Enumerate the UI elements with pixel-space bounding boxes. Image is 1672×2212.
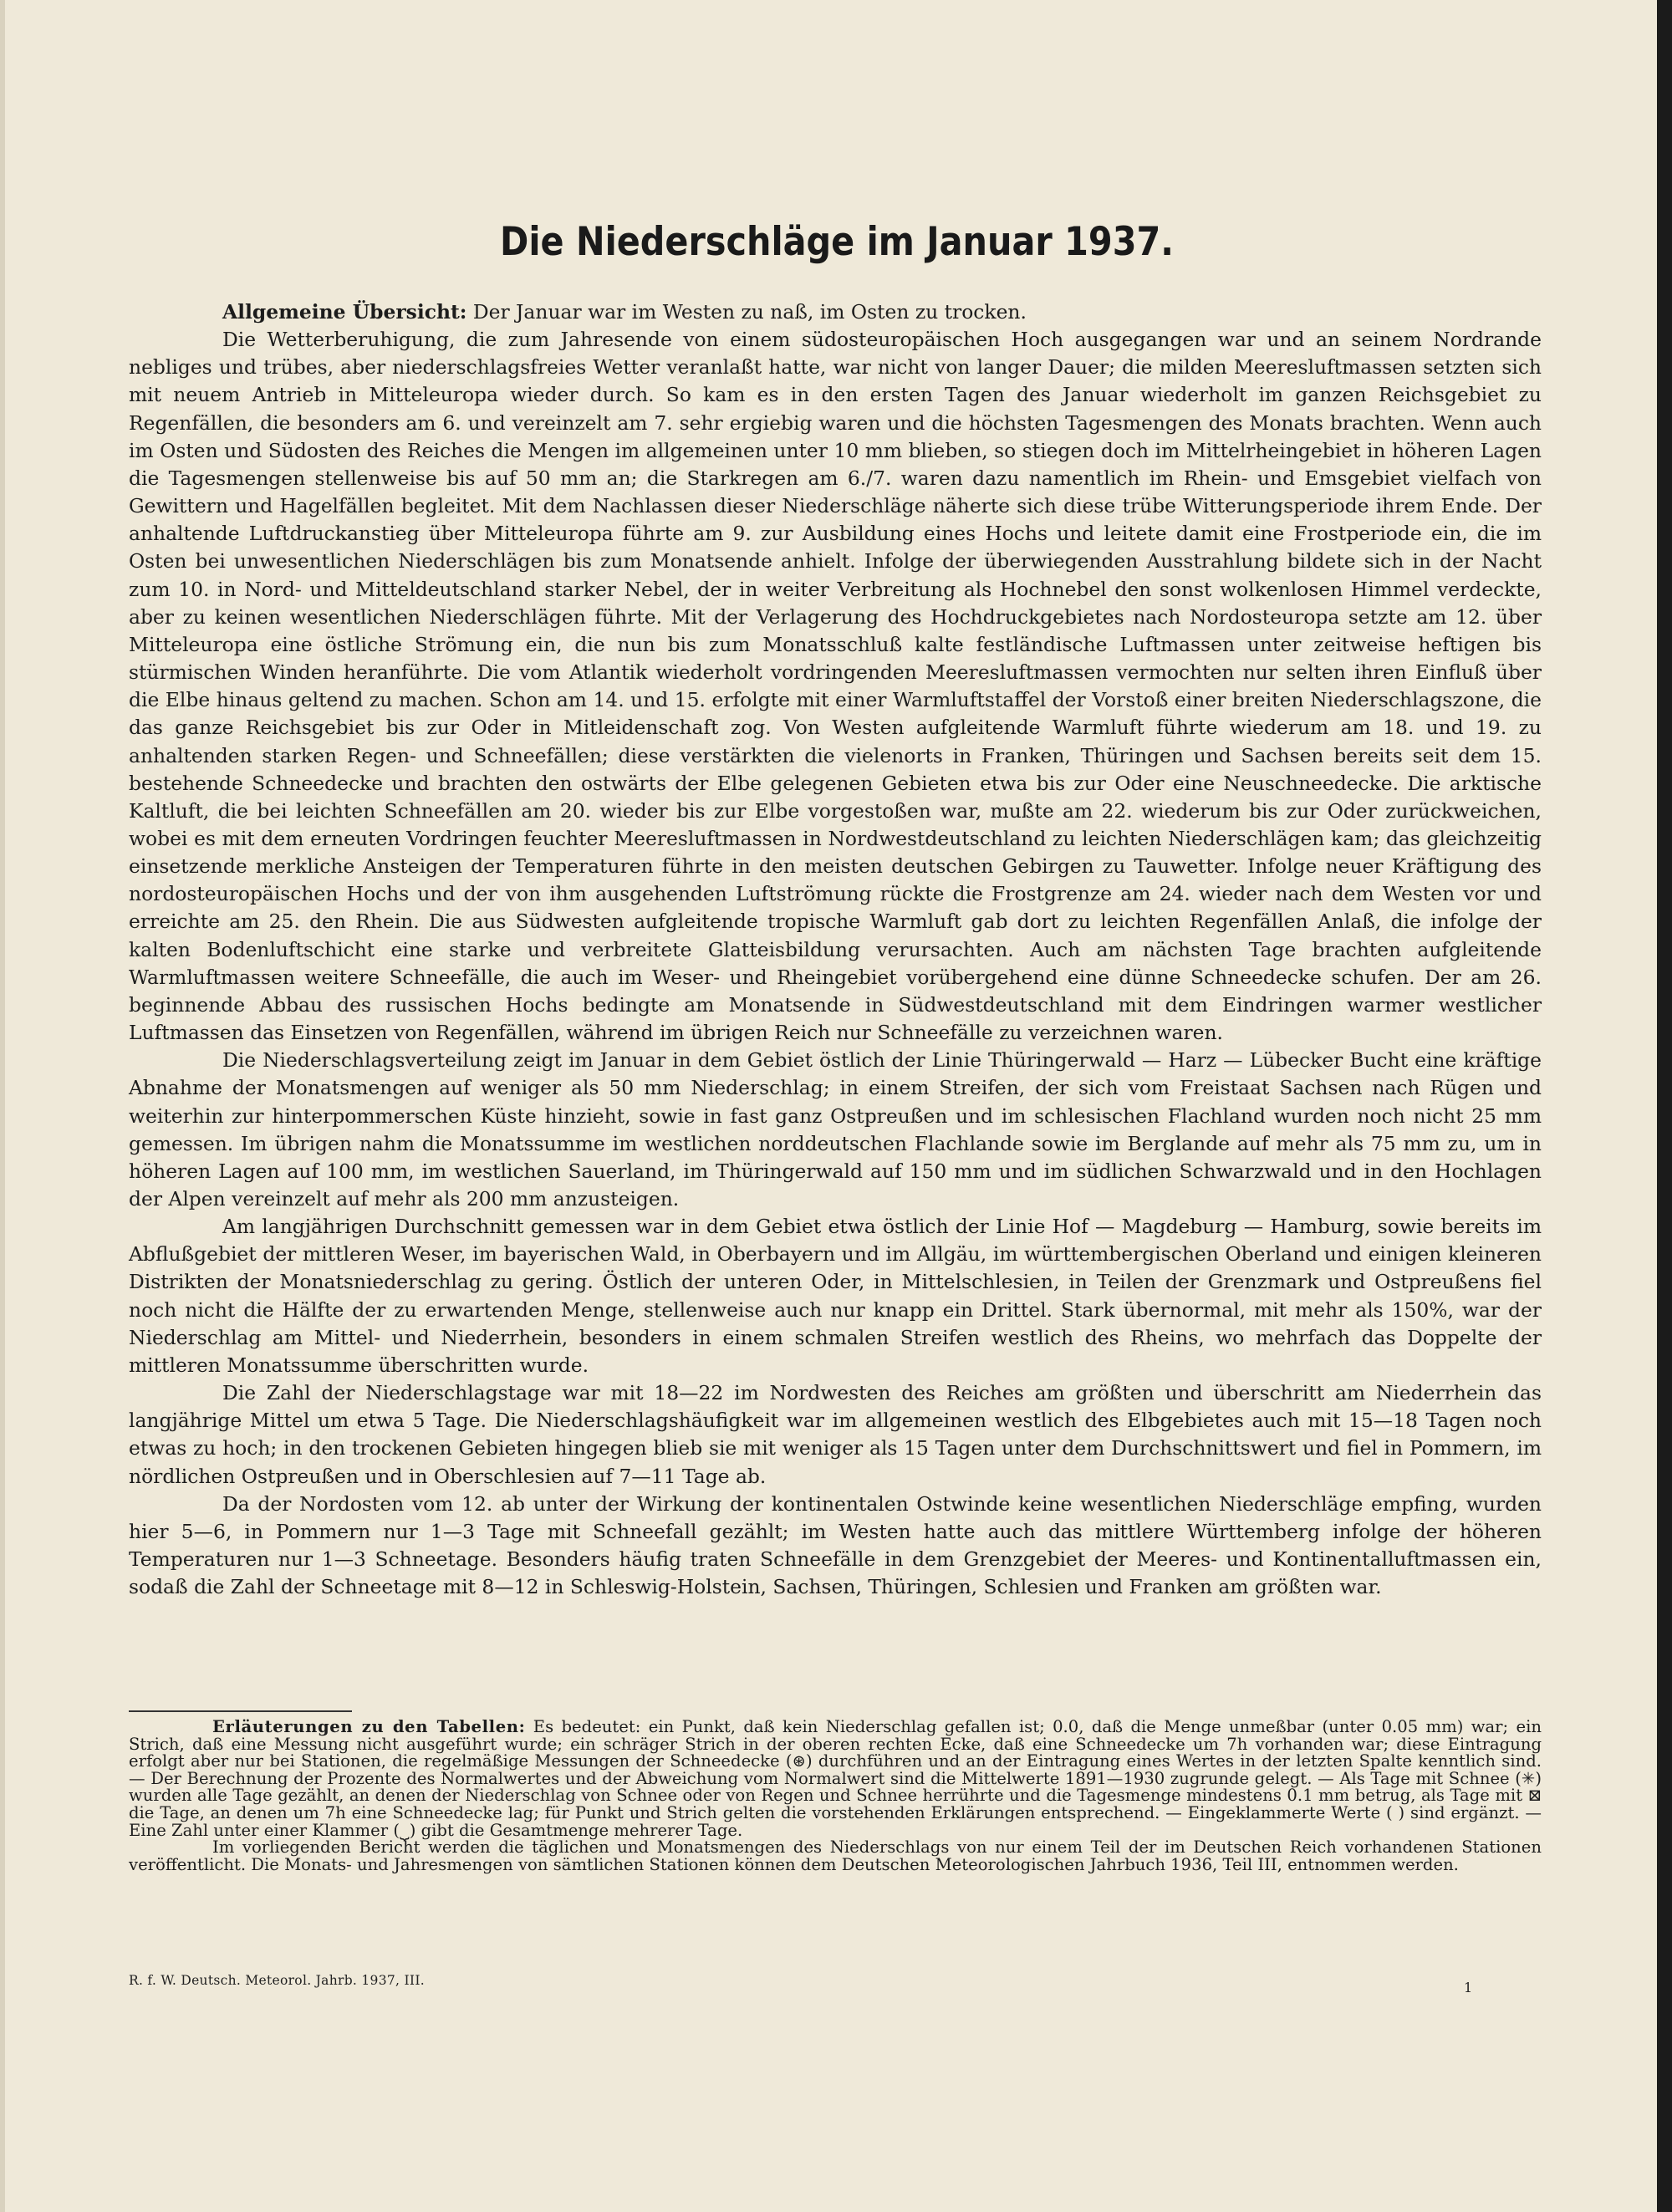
main-text (129, 298, 1542, 1601)
page-title: Die Niederschläge im Januar 1937. (500, 219, 1174, 265)
notes-heading: Erläuterungen zu den Tabellen: (212, 1717, 526, 1736)
table-explanations (129, 1719, 1542, 1873)
paragraph-snow-days: Da der Nordosten vom 12. ab unter der Wirkung der kontinentalen Ostwinde keine wesentlichen Niederschläge empfing, wurden hier 5—6, in Pommern nur 1—3 Tage mit Schneefall gezählt; im Westen hatte auch das mittlere Württemberg infolge der höheren Temperaturen nur 1—3 Schneetage. Besonders häufig traten Schneefälle in dem Grenzgebiet der Meeres- und Kontinentalluftmassen ein, sodaß die Zahl der Schneetage mit 8—12 in Schleswig-Holstein, Sachsen, Thüringen, Schlesien und Franken am größten war. (129, 1491, 1542, 1599)
paragraph-normal-comparison: Am langjährigen Durchschnitt gemessen war in dem Gebiet etwa östlich der Linie Hof — Magdeburg — Hamburg, sowie bereits im Abflußgebiet der mittleren Weser, im bayerischen Wald, in Oberbayern und im Allgäu, im württembergischen Oberland und einigen kleineren Distrikten der Monatsniederschlag zu gering. Östlich der unteren Oder, in Mittelschlesien, in Teilen der Grenzmark und Ostpreußens fiel noch nicht die Hälfte der zu erwartenden Menge, stellenweise auch nur knapp ein Drittel. Stark übernormal, mit mehr als 150%, war der Niederschlag am Mittel- und Niederrhein, besonders in einem schmalen Streifen westlich des Rheins, wo mehrfach das Doppelte der mittleren Monatssumme überschritten wurde. (129, 1215, 1542, 1377)
footer-source: R. f. W. Deutsch. Meteorol. Jahrb. 1937, III. (129, 1973, 425, 1988)
overview-heading: Allgemeine Übersicht: (222, 300, 467, 324)
overview-lead-text: Der Januar war im Westen zu naß, im Osten zu trocken. (466, 300, 1027, 324)
notes-text: Es bedeutet: ein Punkt, daß kein Niederschlag gefallen ist; 0.0, daß die Menge unmeßbar (unter 0.05 mm) war; ein Strich, daß eine Messung nicht ausgeführt wurde; ein schräger Strich in der oberen rechten Ecke, daß eine Schneedecke um 7h vorhanden war; diese Eintragung erfolgt aber nur bei Stationen, die regelmäßige Messungen der Schneedecke (⊛) durchführen und an der Eintragung eines Wertes in der letzten Spalte kenntlich sind. — Der Berechnung der Prozente des Normalwertes und der Abweichung vom Normalwert sind die Mittelwerte 1891—1930 zugrunde gelegt. — Als Tage mit Schnee (✳) wurden alle Tage gezählt, an denen der Niederschlag von Schnee oder von Regen und Schnee herrührte und die Tagesmenge mindestens 0.1 mm betrug, als Tage mit ⊠ die Tage, an denen um 7h eine Schneedecke lag; für Punkt und Strich gelten die vorstehenden Erklärungen entsprechend. — Eingeklammerte Werte ( ) sind ergänzt. — Eine Zahl unter einer Klammer (⏟) gibt die Gesamtmenge mehrerer Tage. (129, 1717, 1542, 1840)
paragraph-precipitation-days: Die Zahl der Niederschlagstage war mit 18—22 im Nordwesten des Reiches am größten und überschritt am Niederrhein das langjährige Mittel um etwa 5 Tage. Die Niederschlagshäufigkeit war im allgemeinen westlich des Elbgebietes auch mit 15—18 Tagen noch etwas zu hoch; in den trockenen Gebieten hingegen blieb sie mit weniger als 15 Tagen unter dem Durchschnittswert und fiel in Pommern, im nördlichen Ostpreußen und in Oberschlesien auf 7—11 Tage ab. (129, 1381, 1542, 1488)
notes-paragraph (129, 1719, 1542, 1839)
footnote-divider (129, 1710, 352, 1712)
notes-second-paragraph: Im vorliegenden Bericht werden die täglichen und Monatsmengen des Niederschlags von nur einem Teil der im Deutschen Reich vorhandenen Stationen veröffentlicht. Die Monats- und Jahresmengen von sämtlichen Stationen können dem Deutschen Meteorologischen Jahrbuch 1936, Teil III, entnommen werden. (129, 1837, 1542, 1874)
paragraph-distribution: Die Niederschlagsverteilung zeigt im Januar in dem Gebiet östlich der Linie Thüringerwald — Harz — Lübecker Bucht eine kräftige Abnahme der Monatsmengen auf weniger als 50 mm Niederschlag; in einem Streifen, der sich vom Freistaat Sachsen nach Rügen und weiterhin zur hinterpommerschen Küste hinzieht, sowie in fast ganz Ostpreußen und im schlesischen Flachland wurden noch nicht 25 mm gemessen. Im übrigen nahm die Monatssumme im westlichen norddeutschen Flachlande sowie im Berglande auf mehr als 75 mm zu, um in höheren Lagen auf 100 mm, im westlichen Sauerland, im Thüringerwald auf 150 mm und im südlichen Schwarzwald und in den Hochlagen der Alpen vereinzelt auf mehr als 200 mm anzusteigen. (129, 1048, 1542, 1210)
overview-paragraph (129, 298, 1542, 326)
paragraph-weather-course: Die Wetterberuhigung, die zum Jahresende von einem südosteuropäischen Hoch ausgegangen war und an seinem Nordrande nebliges und trübes, aber niederschlagsfreies Wetter veranlaßt hatte, war nicht von langer Dauer; die milden Meeresluftmassen setzten sich mit neuem Antrieb in Mitteleuropa wieder durch. So kam es in den ersten Tagen des Januar wiederholt im ganzen Reichsgebiet zu Regenfällen, die besonders am 6. und vereinzelt am 7. sehr ergiebig waren und die höchsten Tagesmengen des Monats brachten. Wenn auch im Osten und Südosten des Reiches die Mengen im allgemeinen unter 10 mm blieben, so stiegen doch im Mittelrheingebiet in höheren Lagen die Tagesmengen stellenweise bis auf 50 mm an; die Starkregen am 6./7. waren dazu namentlich im Rhein- und Emsgebiet vielfach von Gewittern und Hagelfällen begleitet. Mit dem Nachlassen dieser Niederschläge näherte sich diese trübe Witterungsperiode ihrem Ende. Der anhaltende Luftdruckanstieg über Mitteleuropa führte am 9. zur Ausbildung eines Hochs und leitete damit eine Frostperiode ein, die im Osten bei unwesentlichen Niederschlägen bis zum Monatsende anhielt. Infolge der überwiegenden Ausstrahlung bildete sich in der Nacht zum 10. in Nord- und Mitteldeutschland starker Nebel, der in weiter Verbreitung als Hochnebel den sonst wolkenlosen Himmel verdeckte, aber zu keinen wesentlichen Niederschlägen führte. Mit der Verlagerung des Hochdruckgebietes nach Nordosteuropa setzte am 12. über Mitteleuropa eine östliche Strömung ein, die nun bis zum Monatsschluß kalte festländische Luftmassen unter zeitweise heftigen bis stürmischen Winden heranführte. Die vom Atlantik wiederholt vordringenden Meeresluftmassen vermochten nur selten ihren Einfluß über die Elbe hinaus geltend zu machen. Schon am 14. und 15. erfolgte mit einer Warmluftstaffel der Vorstoß einer breiten Niederschlagszone, die das ganze Reichsgebiet bis zur Oder in Mitleidenschaft zog. Von Westen aufgleitende Warmluft führte wiederum am 18. und 19. zu anhaltenden starken Regen- und Schneefällen; diese verstärkten die vielenorts in Franken, Thüringen und Sachsen bereits seit dem 15. bestehende Schneedecke und brachten den ostwärts der Elbe gelegenen Gebieten etwa bis zur Oder eine Neuschneedecke. Die arktische Kaltluft, die bei leichten Schneefällen am 20. wieder bis zur Elbe vorgestoßen war, mußte am 22. wiederum bis zur Oder zurückweichen, wobei es mit dem erneuten Vordringen feuchter Meeresluftmassen in Nordwestdeutschland zu leichten Niederschlägen kam; das gleichzeitig einsetzende merkliche Ansteigen der Temperaturen führte in den meisten deutschen Gebirgen zu Tauwetter. Infolge neuer Kräftigung des nordosteuropäischen Hochs und der von ihm ausgehenden Luftströmung rückte die Frostgrenze am 24. wieder nach dem Westen vor und erreichte am 25. den Rhein. Die aus Südwesten aufgleitende tropische Warmluft gab dort zu leichten Regenfällen Anlaß, die infolge der kalten Bodenluftschicht eine starke und verbreitete Glatteisbildung verursachten. Auch am nächsten Tage brachten aufgleitende Warmluftmassen weitere Schneefälle, die auch im Weser- und Rheingebiet vorübergehend eine dünne Schneedecke schufen. Der am 26. beginnende Abbau des russischen Hochs bedingte am Monatsende in Südwestdeutschland mit dem Eindringen warmer westlicher Luftmassen das Einsetzen von Regenfällen, während im übrigen Reich nur Schneefälle zu verzeichnen waren. (129, 328, 1542, 1045)
page-number: 1 (1464, 1980, 1473, 1995)
